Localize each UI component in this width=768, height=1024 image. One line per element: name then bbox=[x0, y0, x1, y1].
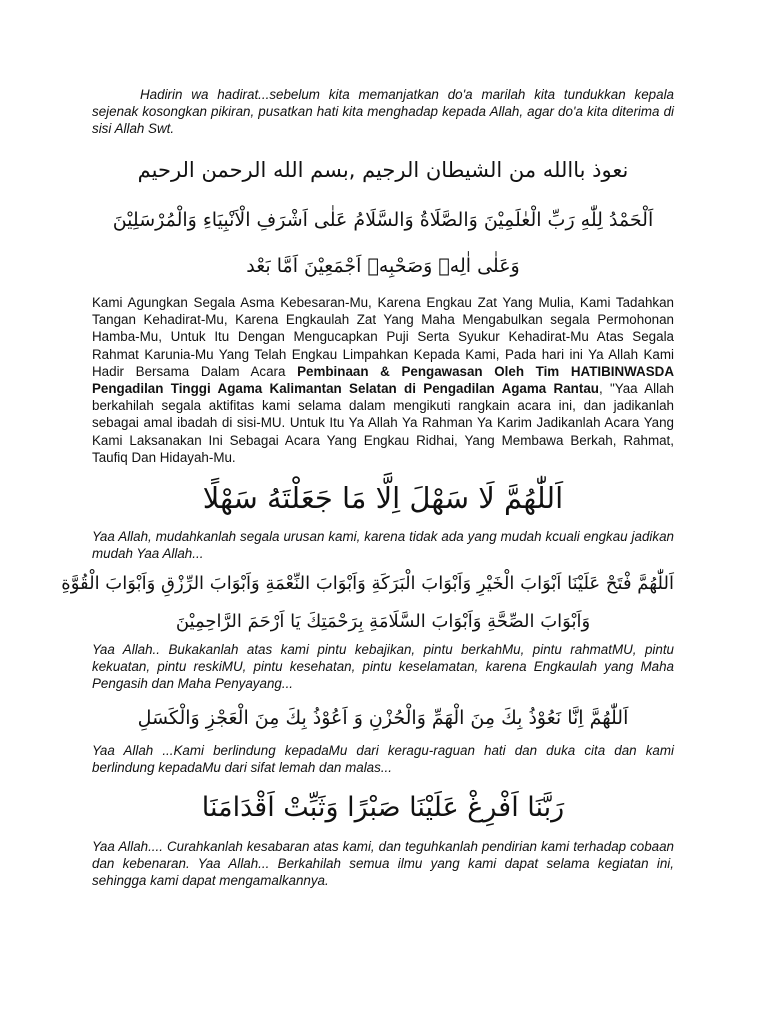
translation-audzu: Yaa Allah ...Kami berlindung kepadaMu dari keragu-raguan hati dan duka cita dan kami berlindung kepadaMu dari sifat lemah dan malas... bbox=[92, 743, 674, 776]
opening-prayer-paragraph bbox=[92, 294, 674, 466]
arabic-hamdalah-line-1: اَلْحَمْدُ لِلّٰهِ رَبِّ الْعٰلَمِيْنَ وَالصَّلَاةُ وَالسَّلَامُ عَلٰى اَشْرَفِ الْاَنْبِيَاءِ وَالْمُرْسَلِيْنَ bbox=[112, 209, 654, 231]
opening-prayer-text-1: Kami Agungkan Segala Asma Kebesaran-Mu, Karena Engkau Zat Yang Mulia, Kami Tadahkan Tangan Kehadirat-Mu, Karena Engkaulah Zat Yang Maha Mengabulkan segala Permohonan Hamba-Mu, Untuk Itu Dengan Mengucapkan Puji Serta Syukur Kehadirat-Mu Atas Segala Rahmat Karunia-Mu Yang Telah Engkau Limpahkan Kepada Kami, Pada hari ini Ya Allah Kami Hadir Bersama Dalam Acara bbox=[92, 295, 674, 379]
translation-abwab: Yaa Allah.. Bukakanlah atas kami pintu kebajikan, pintu berkahMu, pintu rahmatMU, pintu kekuatan, pintu reskiMU, pintu kesehatan, pintu keselamatan, karena Engkaulah yang Maha Pengasih dan Maha Penyayang... bbox=[92, 642, 674, 692]
arabic-dua-sabr: رَبَّنَا اَفْرِغْ عَلَيْنَا صَبْرًا وَثَبِّتْ اَقْدَامَنَا bbox=[201, 792, 565, 823]
translation-sahl: Yaa Allah, mudahkanlah segala urusan kami, karena tidak ada yang mudah kcuali engkau jadikan mudah Yaa Allah... bbox=[92, 529, 674, 562]
translation-sabr: Yaa Allah.... Curahkanlah kesabaran atas kami, dan teguhkanlah pendirian kami terhadap cobaan dan kebenaran. Yaa Allah... Berkahilah semua ilmu yang kami dapat selama kegiatan ini, sehingga kami dapat mengamalkannya. bbox=[92, 839, 674, 889]
arabic-dua-abwab-line-1: اَللّٰهُمَّ فْتَحْ عَلَيْنَا اَبْوَابَ الْخَيْرِ وَاَبْوَابَ الْبَرَكَةِ وَاَبْوَابَ النِّعْمَةِ وَاَبْوَابَ الرِّزْقِ وَاَبْوَابَ الْقُوَّةِ bbox=[61, 573, 674, 594]
arabic-dua-abwab-line-2: وَاَبْوَابَ الصِّحَّةِ وَاَبْوَابَ السَّلَامَةِ بِرَحْمَتِكَ يَا اَرْحَمَ الرَّاحِمِيْنَ bbox=[175, 611, 591, 632]
intro-paragraph: Hadirin wa hadirat...sebelum kita memanjatkan do'a marilah kita tundukkan kepala sejenak kosongkan pikiran, pusatkan hati kita menghadap kepada Allah, agar do'a kita diterima di sisi Allah Swt. bbox=[92, 87, 674, 137]
arabic-dua-audzu: اَللّٰهُمَّ اِنَّا نَعُوْذُ بِكَ مِنَ الْهَمِّ وَالْحُزْنِ وَ اَعُوْذُ بِكَ مِنَ الْعَجْزِ وَالْكَسَلِ bbox=[137, 707, 629, 729]
arabic-taawudz-basmalah: نعوذ باالله من الشيطان الرجيم ,بسم الله الرحمن الرحيم bbox=[137, 158, 629, 182]
arabic-dua-sahl: اَللّٰهُمَّ لَا سَهْلَ اِلَّا مَا جَعَلْتَهُ سَهْلًا bbox=[202, 481, 564, 515]
arabic-hamdalah-line-2: وَعَلٰى اٰلِهٖ وَصَحْبِهٖ اَجْمَعِيْنَ اَمَّا بَعْد bbox=[246, 255, 520, 277]
opening-prayer-text-2: , "Yaa Allah berkahilah segala aktifitas kami selama dalam mengikuti rangkain acara ini, dan jadikanlah sebagai amal ibadah di sisi-MU. Untuk Itu Ya Allah Ya Rahman Ya Karim Jadikanlah Acara Yang Kami Laksanakan Ini Sebagai Acara Yang Engkau Ridhai, Yang Membawa Berkah, Rahmat, Taufiq Dan Hidayah-Mu. bbox=[92, 381, 674, 465]
event-name-bold: Pembinaan & Pengawasan Oleh Tim HATIBINWASDA Pengadilan Tinggi Agama Kalimantan Selatan di Pengadilan Agama Rantau bbox=[92, 363, 675, 397]
